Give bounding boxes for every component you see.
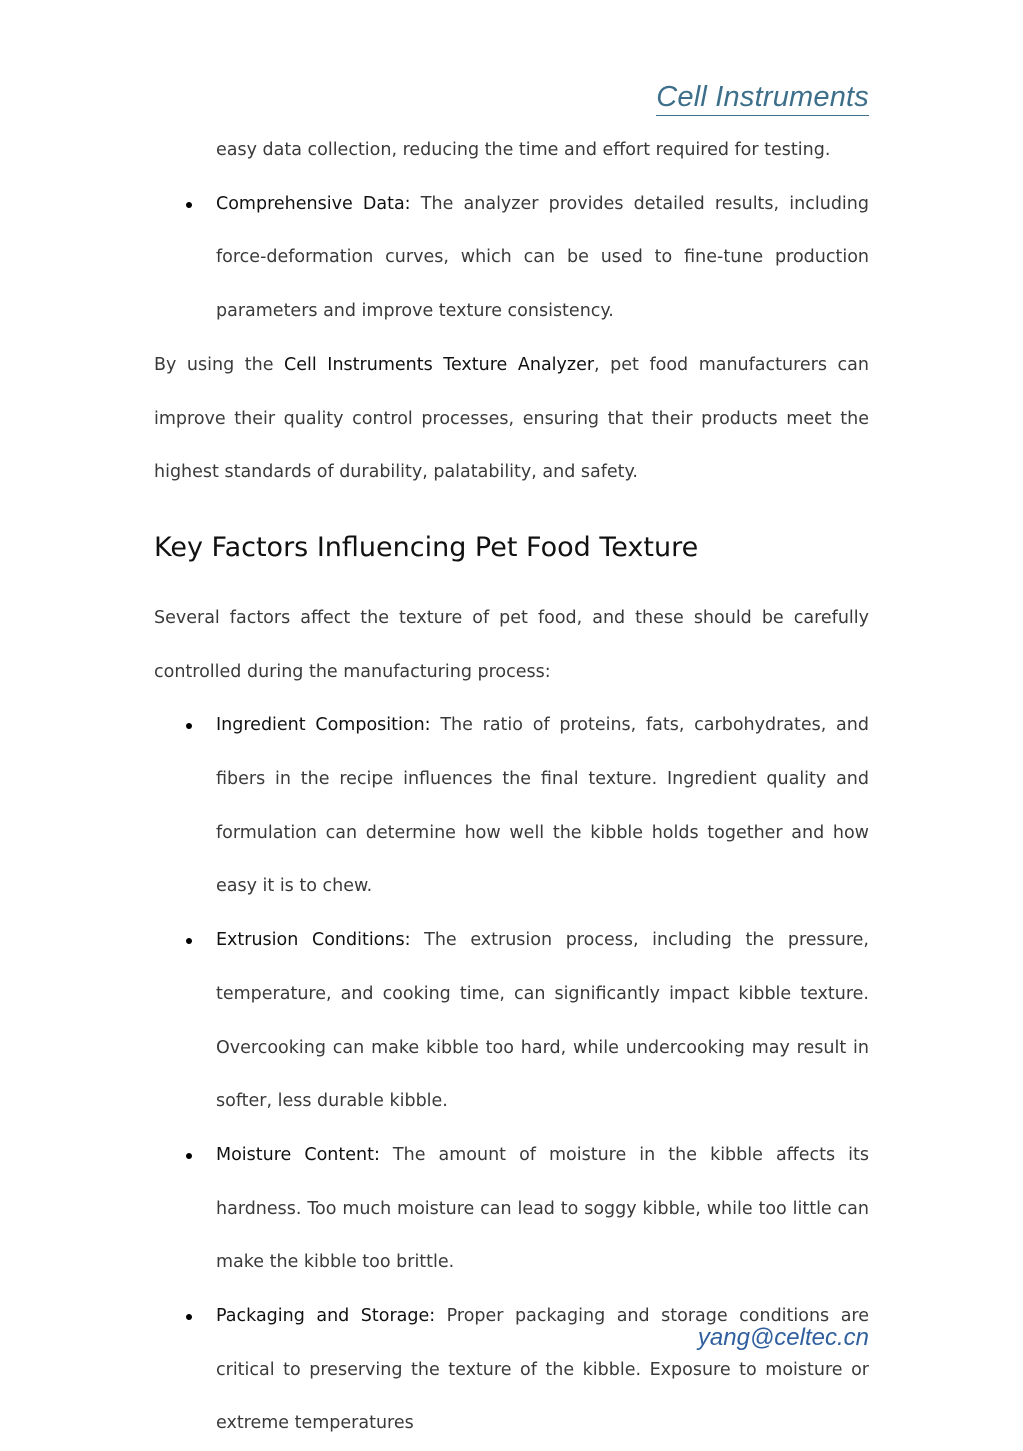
list-item	[154, 1290, 869, 1451]
summary-after: , pet food manufacturers can improve their quality control processes, ensuring that their products meet the highest standards of durability, palatability, and safety.	[154, 354, 869, 483]
section-intro-paragraph: Several factors affect the texture of pet food, and these should be carefully controlled during the manufacturing process:	[154, 607, 869, 682]
list-item	[154, 699, 869, 914]
document-body	[154, 124, 869, 1451]
list-item-text: The amount of moisture in the kibble affects its hardness. Too much moisture can lead to soggy kibble, while too little can make the kibble too brittle.	[216, 1144, 869, 1273]
list-item-term: Ingredient Composition:	[216, 715, 431, 736]
list-item-text: The ratio of proteins, fats, carbohydrates, and fibers in the recipe influences the final texture. Ingredient quality and formulation can determine how well the kibble holds together and how easy it is to chew.	[216, 715, 869, 897]
list-item-term: Extrusion Conditions:	[216, 930, 411, 951]
list-item	[154, 178, 869, 339]
list-item-term: Packaging and Storage:	[216, 1306, 436, 1327]
list-item-text: The analyzer provides detailed results, including force-deformation curves, which can be used to fine-tune production parameters and improve texture consistency.	[216, 193, 869, 322]
list-item-term: Comprehensive Data:	[216, 193, 411, 214]
intro-continuation-text: easy data collection, reducing the time and effort required for testing.	[216, 140, 831, 160]
header-brand-title: Cell Instruments	[656, 80, 869, 116]
features-list	[154, 178, 869, 339]
list-item-text: Proper packaging and storage conditions are critical to preserving the texture of the kibble. Exposure to moisture or extreme temperatures	[216, 1306, 869, 1434]
summary-paragraph	[154, 339, 869, 500]
list-item-term: Moisture Content:	[216, 1144, 380, 1165]
list-item	[154, 914, 869, 1129]
list-item	[154, 1129, 869, 1290]
section-heading: Key Factors Influencing Pet Food Texture	[154, 531, 699, 563]
summary-before: By using the	[154, 354, 285, 375]
summary-product-name: Cell Instruments Texture Analyzer	[284, 354, 595, 375]
list-item-text: The extrusion process, including the pressure, temperature, and cooking time, can significantly impact kibble texture. Overcooking can make kibble too hard, while undercooking may result in softer, less durable kibble.	[216, 930, 869, 1112]
footer-email: yang@celtec.cn	[697, 1324, 869, 1351]
